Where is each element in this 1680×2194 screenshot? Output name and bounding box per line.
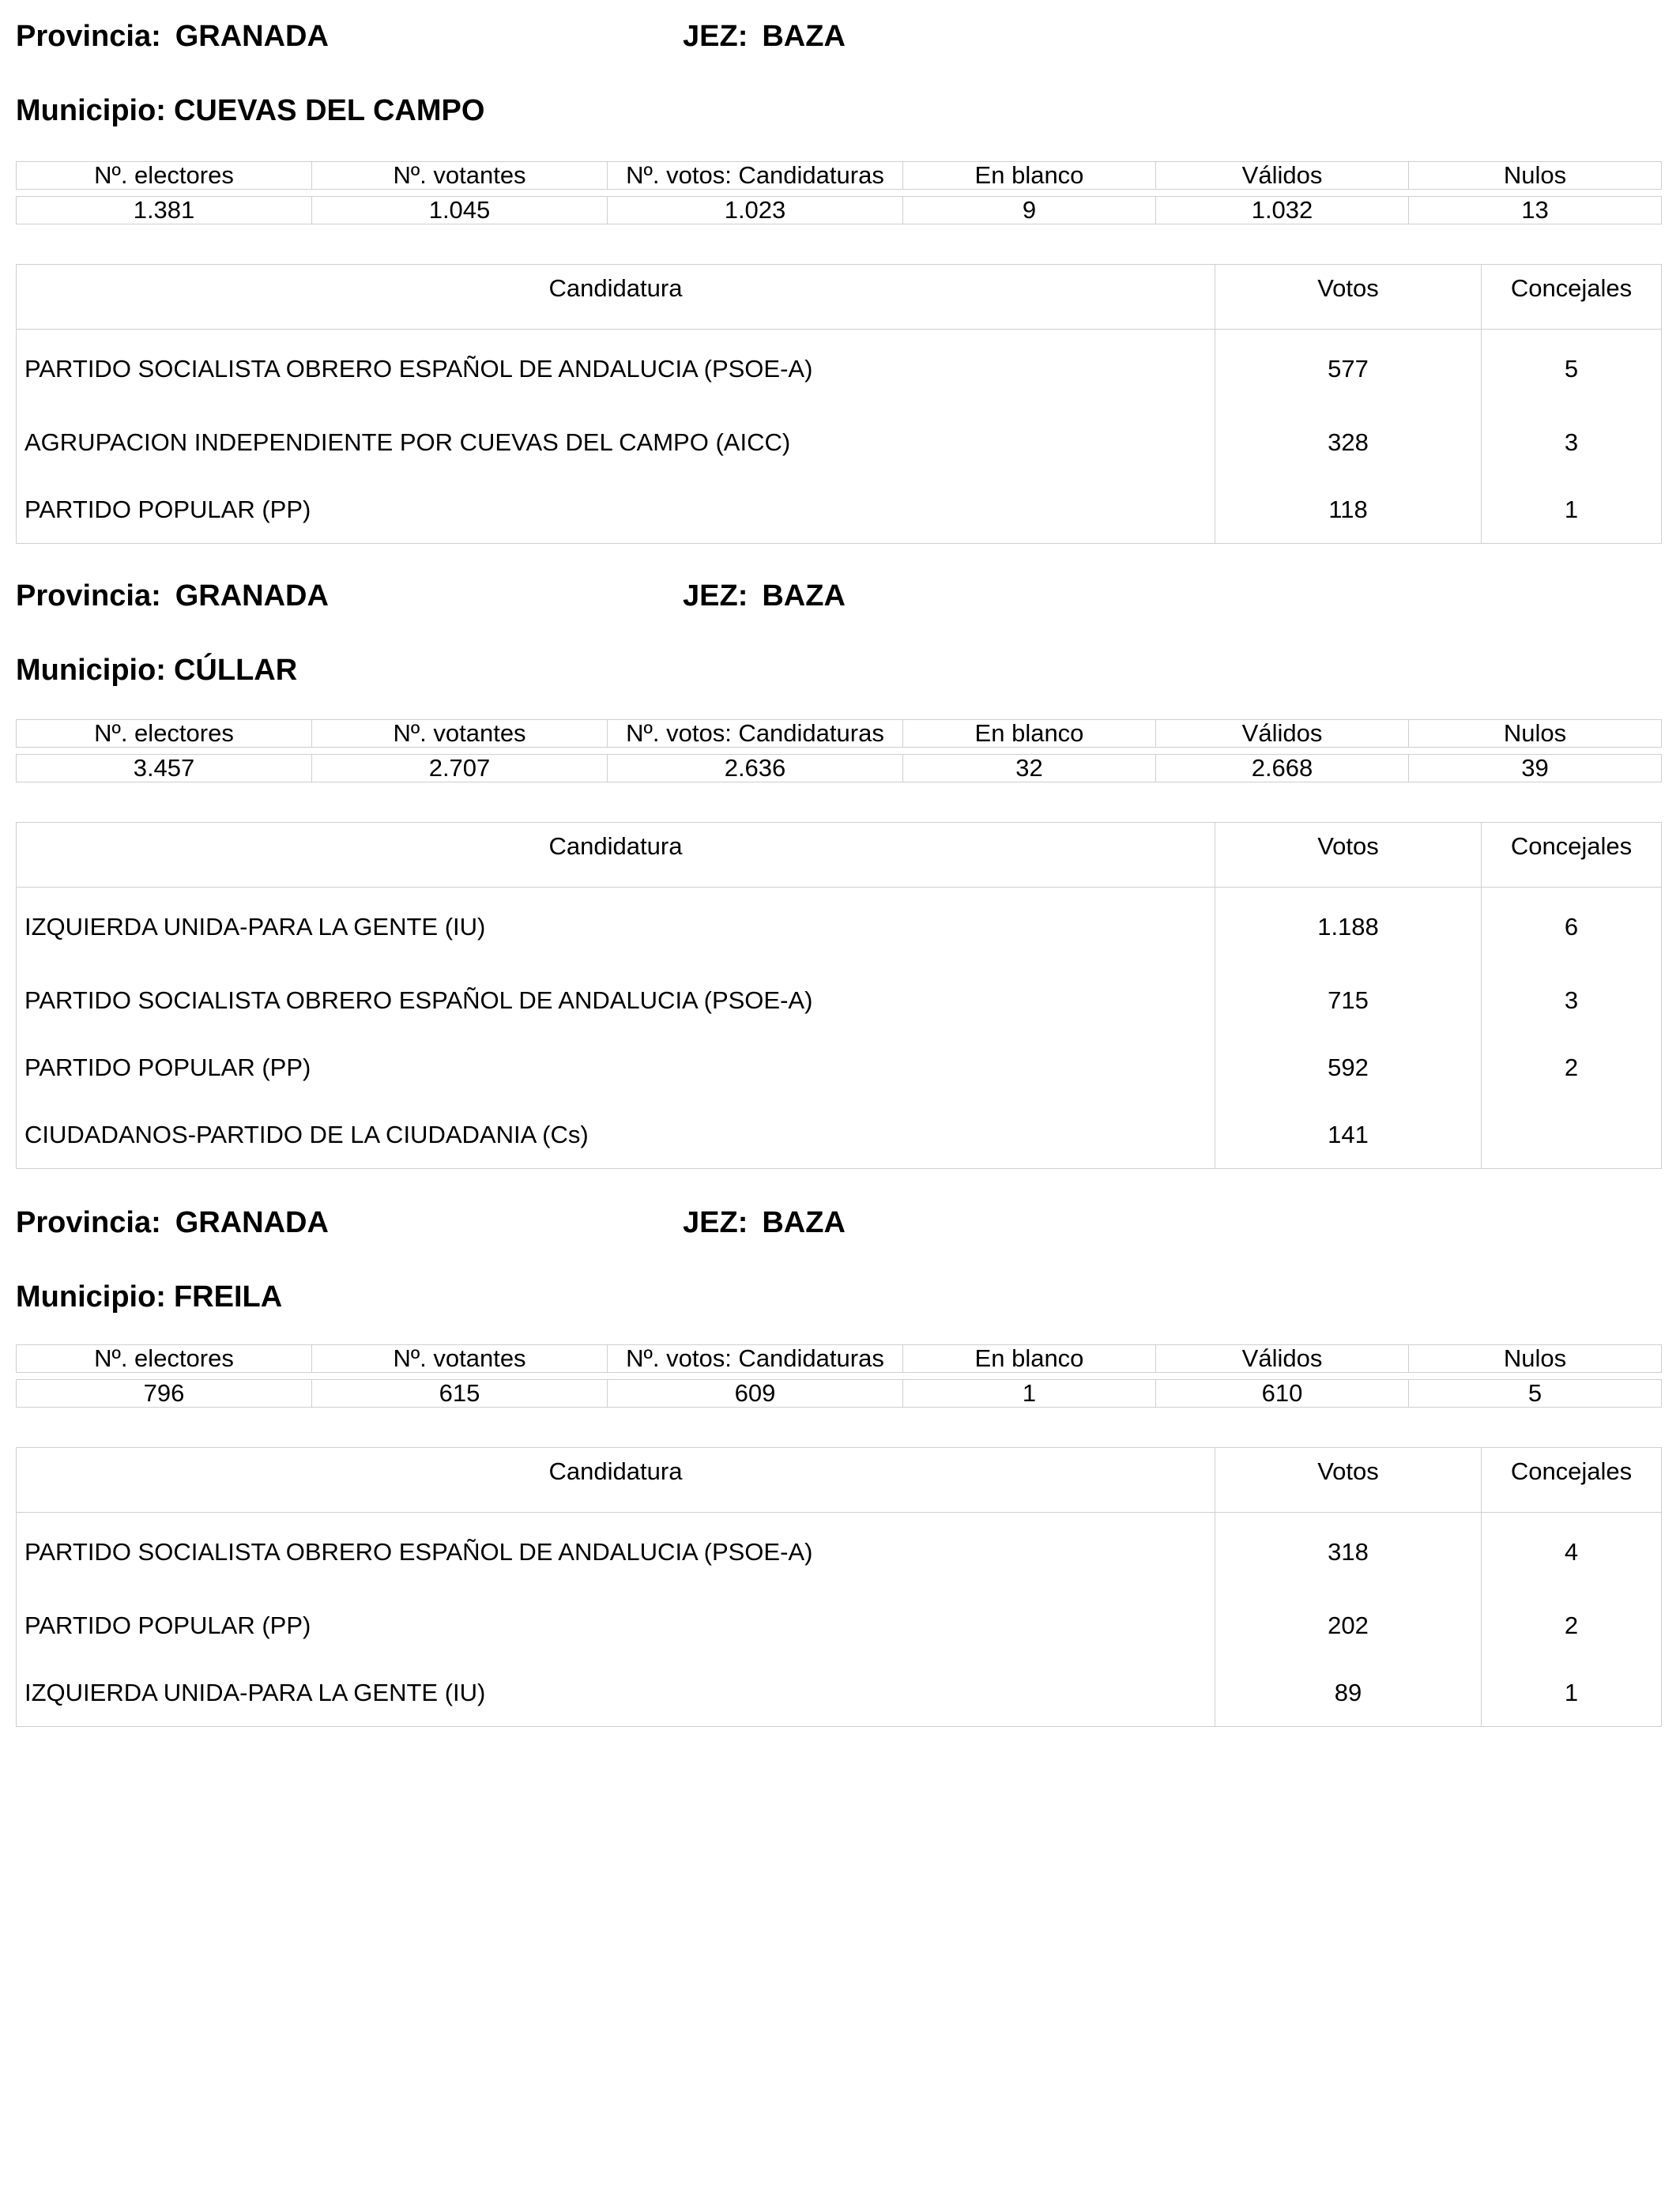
candidatura-row [17,330,1662,409]
jez-label: JEZ: [683,1206,748,1239]
header-candidatura: Candidatura [17,265,1215,330]
candidatura-name: IZQUIERDA UNIDA-PARA LA GENTE (IU) [17,888,1215,967]
municipio-line [16,1273,282,1321]
stats-header-cell: Válidos [1156,162,1409,190]
jez-value: BAZA [762,1206,846,1239]
candidatura-name: CIUDADANOS-PARTIDO DE LA CIUDADANIA (Cs) [17,1101,1215,1169]
stats-value-cell: 2.668 [1156,755,1409,782]
candidatura-votos: 328 [1215,409,1482,476]
stats-value-cell: 9 [903,197,1156,224]
candidatura-concejales: 6 [1482,888,1662,967]
jez-line [683,13,846,60]
candidaturas-table [16,264,1662,544]
stats-header-cell: Nº. electores [17,1345,312,1373]
candidatura-row [17,409,1662,476]
stats-header-cell: Válidos [1156,720,1409,748]
stats-header-cell: Válidos [1156,1345,1409,1373]
stats-values-row [17,197,1662,224]
provincia-label: Provincia: [16,20,161,53]
candidatura-votos: 1.188 [1215,888,1482,967]
candidatura-concejales: 3 [1482,967,1662,1034]
candidatura-row [17,1659,1662,1727]
candidatura-name: PARTIDO POPULAR (PP) [17,1034,1215,1101]
candidaturas-header-row [17,265,1662,330]
stats-header-cell: Nulos [1409,1345,1662,1373]
candidatura-concejales [1482,1101,1662,1169]
stats-header-cell: Nº. electores [17,720,312,748]
candidatura-concejales: 2 [1482,1034,1662,1101]
candidatura-votos: 202 [1215,1592,1482,1659]
candidatura-concejales: 4 [1482,1513,1662,1593]
municipio-value: CÚLLAR [173,654,298,687]
provincia-line [16,1199,329,1246]
candidatura-votos: 592 [1215,1034,1482,1101]
candidatura-concejales: 1 [1482,1659,1662,1727]
stats-header-cell: Nº. votos: Candidaturas [608,1345,903,1373]
header-concejales: Concejales [1482,823,1662,888]
stats-value-cell: 5 [1409,1380,1662,1408]
stats-value-cell: 1.381 [17,197,312,224]
candidatura-concejales: 2 [1482,1592,1662,1659]
candidatura-row [17,476,1662,544]
candidatura-name: PARTIDO SOCIALISTA OBRERO ESPAÑOL DE ANDALUCIA (PSOE-A) [17,330,1215,409]
stats-value-cell: 1.045 [312,197,608,224]
stats-header-cell: En blanco [903,162,1156,190]
stats-header-cell: Nº. votos: Candidaturas [608,720,903,748]
municipio-label: Municipio: [16,1280,166,1314]
stats-value-cell: 615 [312,1380,608,1408]
stats-header-cell: Nulos [1409,162,1662,190]
jez-label: JEZ: [683,579,748,613]
provincia-value: GRANADA [175,579,329,613]
jez-line [683,572,846,620]
candidatura-concejales: 1 [1482,476,1662,544]
stats-value-cell: 32 [903,755,1156,782]
stats-value-cell: 39 [1409,755,1662,782]
stats-value-cell: 2.636 [608,755,903,782]
candidatura-row [17,1034,1662,1101]
stats-header-row [17,162,1662,190]
stats-table [16,719,1662,782]
stats-header-cell: Nulos [1409,720,1662,748]
stats-values-row [17,1380,1662,1408]
jez-label: JEZ: [683,20,748,53]
header-votos: Votos [1215,823,1482,888]
candidaturas-header-row [17,823,1662,888]
jez-value: BAZA [762,579,846,613]
stats-value-cell: 1.032 [1156,197,1409,224]
provincia-label: Provincia: [16,579,161,613]
stats-header-cell: En blanco [903,720,1156,748]
candidatura-votos: 577 [1215,330,1482,409]
candidatura-name: AGRUPACION INDEPENDIENTE POR CUEVAS DEL CAMPO (AICC) [17,409,1215,476]
candidatura-votos: 141 [1215,1101,1482,1169]
candidatura-row [17,1592,1662,1659]
candidaturas-table [16,1447,1662,1727]
header-candidatura: Candidatura [17,1448,1215,1513]
header-concejales: Concejales [1482,1448,1662,1513]
candidatura-name: PARTIDO SOCIALISTA OBRERO ESPAÑOL DE ANDALUCIA (PSOE-A) [17,967,1215,1034]
candidatura-name: PARTIDO POPULAR (PP) [17,1592,1215,1659]
candidatura-concejales: 5 [1482,330,1662,409]
stats-header-row [17,1345,1662,1373]
municipio-line [16,647,297,694]
header-votos: Votos [1215,265,1482,330]
candidaturas-table [16,822,1662,1169]
stats-value-cell: 2.707 [312,755,608,782]
municipio-value: FREILA [173,1280,283,1314]
stats-header-cell: Nº. votos: Candidaturas [608,162,903,190]
stats-value-cell: 796 [17,1380,312,1408]
candidatura-votos: 318 [1215,1513,1482,1593]
candidatura-row [17,1101,1662,1169]
jez-value: BAZA [762,20,846,53]
stats-value-cell: 610 [1156,1380,1409,1408]
stats-table [16,1344,1662,1408]
municipio-label: Municipio: [16,654,166,687]
municipio-line [16,87,484,134]
stats-header-row [17,720,1662,748]
candidatura-row [17,967,1662,1034]
provincia-line [16,572,329,620]
candidatura-votos: 89 [1215,1659,1482,1727]
stats-header-cell: Nº. votantes [312,162,608,190]
candidatura-row [17,1513,1662,1593]
stats-value-cell: 1.023 [608,197,903,224]
stats-value-cell: 3.457 [17,755,312,782]
header-concejales: Concejales [1482,265,1662,330]
provincia-line [16,13,329,60]
candidatura-votos: 715 [1215,967,1482,1034]
candidatura-votos: 118 [1215,476,1482,544]
municipio-label: Municipio: [16,94,166,127]
provincia-value: GRANADA [175,1206,329,1239]
stats-value-cell: 13 [1409,197,1662,224]
stats-header-cell: En blanco [903,1345,1156,1373]
provincia-value: GRANADA [175,20,329,53]
candidatura-name: PARTIDO POPULAR (PP) [17,476,1215,544]
header-votos: Votos [1215,1448,1482,1513]
stats-value-cell: 1 [903,1380,1156,1408]
stats-header-cell: Nº. votantes [312,1345,608,1373]
provincia-label: Provincia: [16,1206,161,1239]
municipio-value: CUEVAS DEL CAMPO [173,94,485,127]
jez-line [683,1199,846,1246]
candidaturas-header-row [17,1448,1662,1513]
candidatura-concejales: 3 [1482,409,1662,476]
stats-header-cell: Nº. electores [17,162,312,190]
stats-header-cell: Nº. votantes [312,720,608,748]
candidatura-name: PARTIDO SOCIALISTA OBRERO ESPAÑOL DE ANDALUCIA (PSOE-A) [17,1513,1215,1593]
candidatura-row [17,888,1662,967]
stats-value-cell: 609 [608,1380,903,1408]
stats-table [16,161,1662,224]
stats-values-row [17,755,1662,782]
header-candidatura: Candidatura [17,823,1215,888]
candidatura-name: IZQUIERDA UNIDA-PARA LA GENTE (IU) [17,1659,1215,1727]
